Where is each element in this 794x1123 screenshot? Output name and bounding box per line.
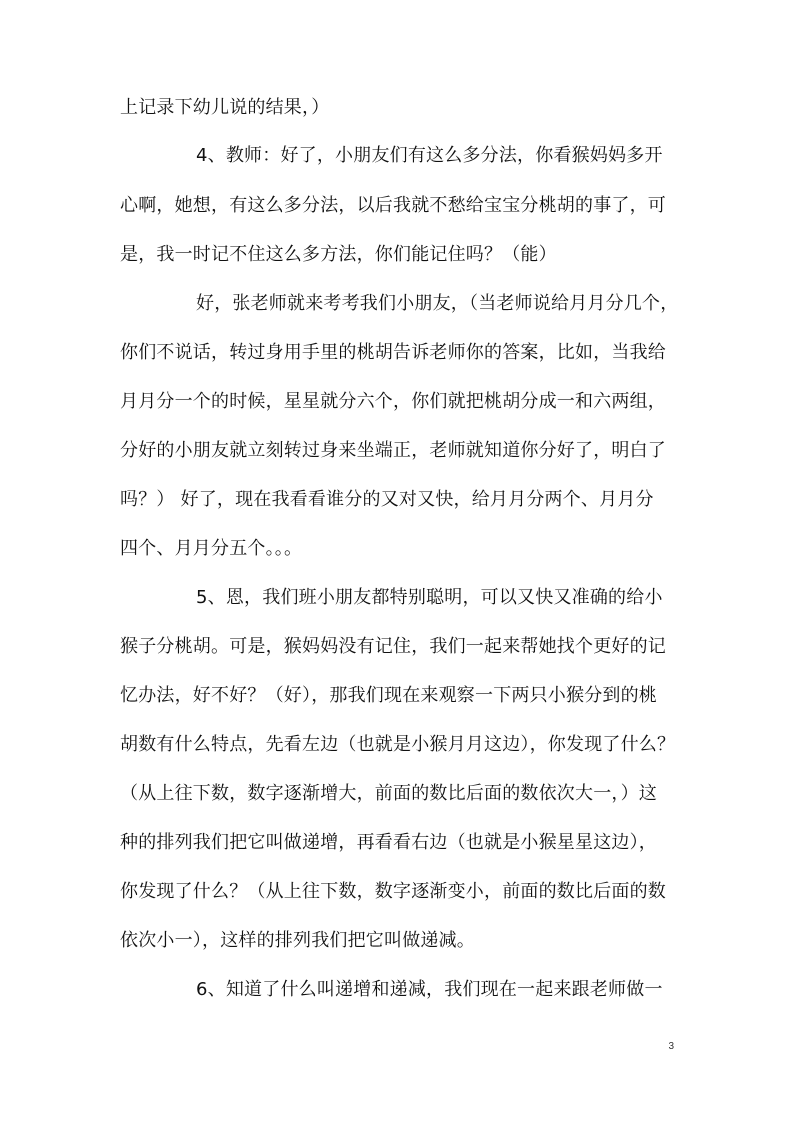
paragraph-4-line-1: 4、教师：好了，小朋友们有这么多分法，你看猴妈妈多开 (196, 145, 663, 166)
text-line: 种的排列我们把它叫做递增，再看看右边（也就是小猴星星这边）， (120, 832, 657, 853)
text-line: 上记录下幼儿说的结果，） (120, 97, 330, 118)
text-line: 你们不说话，转过身用手里的桃胡告诉老师你的答案，比如，当我给 (120, 342, 666, 363)
paragraph-6-line-1: 6、知道了什么叫递增和递减，我们现在一起来跟老师做一 (196, 979, 663, 1000)
text-line: （从上往下数，数字逐渐增大，前面的数比后面的数依次大一，）这 (120, 783, 657, 804)
text-line: 猴子分桃胡。可是，猴妈妈没有记住，我们一起来帮她找个更好的记 (120, 636, 666, 657)
text-line: 是，我一时记不住这么多方法，你们能记住吗？（能） (120, 244, 557, 265)
paragraph-5-line-1: 5、恩，我们班小朋友都特别聪明，可以又快又准确的给小 (196, 587, 663, 608)
text-line: 四个、月月分五个。。。 (120, 538, 303, 559)
page-number: 3 (668, 1041, 674, 1052)
text-line: 依次小一），这样的排列我们把它叫做递减。 (120, 930, 475, 951)
text-line: 心啊，她想，有这么多分法，以后我就不愁给宝宝分桃胡的事了，可 (120, 195, 666, 216)
text-line: 胡数有什么特点，先看左边（也就是小猴月月这边），你发现了什么？ (120, 734, 676, 755)
text-line: 忆办法，好不好？（好），那我们现在来观察一下两只小猴分到的桃 (120, 685, 657, 706)
text-line: 月月分一个的时候，星星就分六个，你们就把桃胡分成一和六两组， (120, 391, 666, 412)
text-line: 你发现了什么？（从上往下数，数字逐渐变小，前面的数比后面的数 (120, 881, 666, 902)
paragraph-line-1: 好，张老师就来考考我们小朋友，（当老师说给月月分几个， (196, 293, 679, 314)
text-line: 分好的小朋友就立刻转过身来坐端正，老师就知道你分好了，明白了 (120, 440, 666, 461)
text-line: 吗？） 好了，现在我看看谁分的又对又快，给月月分两个、月月分 (120, 489, 654, 510)
